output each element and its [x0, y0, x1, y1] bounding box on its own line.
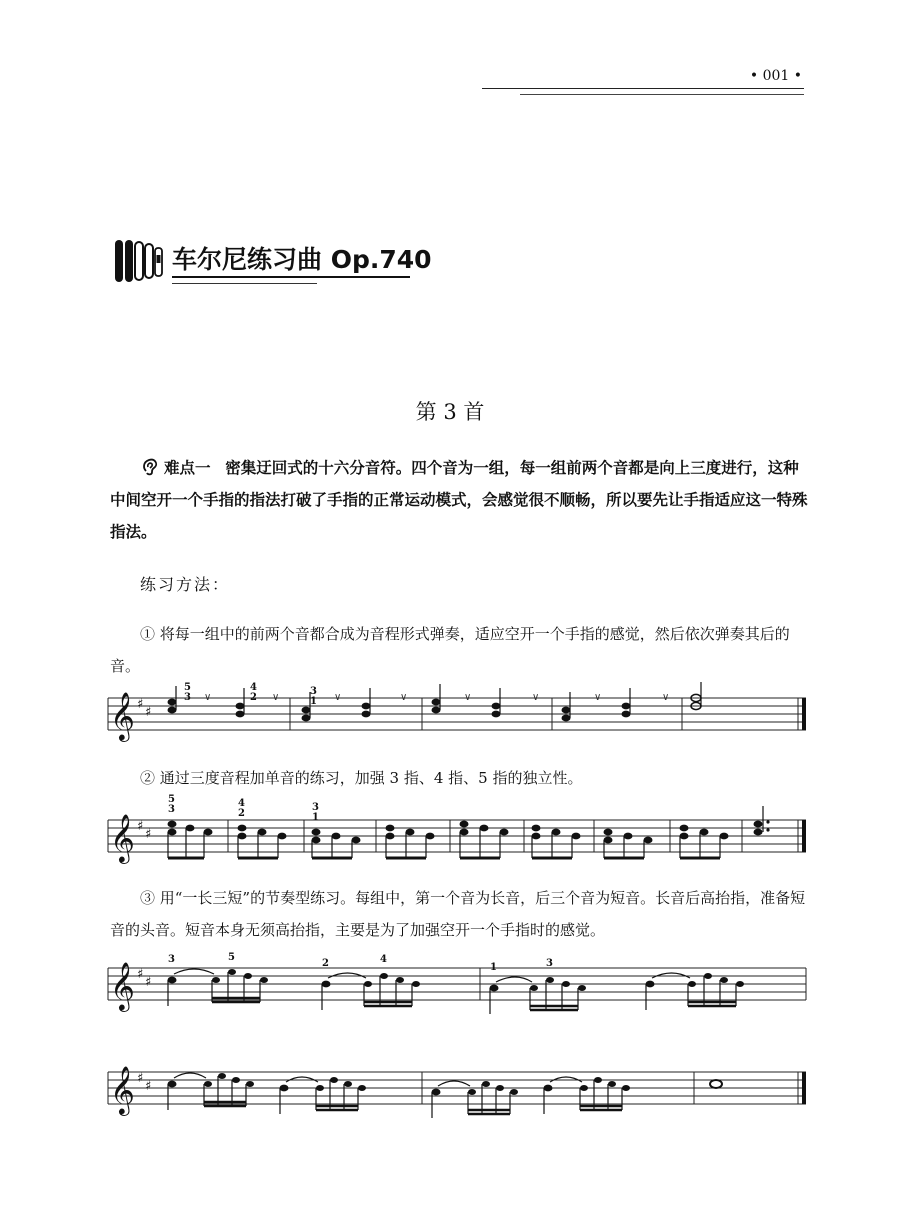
svg-text:♯: ♯ [145, 975, 152, 990]
svg-text:5: 5 [168, 794, 175, 805]
score-staff-3 [104, 952, 810, 1022]
svg-text:∨: ∨ [594, 692, 602, 703]
svg-text:♯: ♯ [145, 827, 152, 842]
svg-text:4: 4 [238, 798, 245, 809]
svg-text:2: 2 [238, 808, 245, 819]
svg-text:∨: ∨ [400, 692, 408, 703]
header-rule-thin [520, 94, 804, 95]
svg-text:♯: ♯ [145, 705, 152, 720]
svg-text:2: 2 [250, 692, 257, 703]
svg-text:♯: ♯ [137, 1071, 144, 1086]
svg-text:♯: ♯ [137, 967, 144, 982]
svg-text:∨: ∨ [272, 692, 280, 703]
svg-text:4: 4 [250, 682, 257, 693]
svg-text:3: 3 [168, 804, 175, 815]
svg-text:𝄞: 𝄞 [110, 1065, 135, 1114]
svg-text:5: 5 [228, 952, 235, 963]
svg-text:4: 4 [380, 954, 387, 965]
difficulty-text: 密集迂回式的十六分音符。四个音为一组，每一组前两个音都是向上三度进行，这种中间空开一个手指的指法打破了手指的正常运动模式，会感觉很不顺畅，所以要先让手指适应这一特殊指法。 [110, 459, 808, 541]
svg-text:5: 5 [184, 682, 191, 693]
svg-text:♯: ♯ [137, 697, 144, 712]
page-number: • 001 • [749, 68, 802, 84]
svg-text:1: 1 [490, 962, 497, 973]
svg-text:3: 3 [310, 686, 317, 697]
svg-text:∨: ∨ [334, 692, 342, 703]
svg-text:3: 3 [312, 802, 319, 813]
score-staff-2 [104, 792, 810, 870]
chapter-bars-icon [114, 238, 164, 284]
svg-text:2: 2 [322, 958, 329, 969]
svg-text:∨: ∨ [464, 692, 472, 703]
step-1-text: ① 将每一组中的前两个音都合成为音程形式弹奏，适应空开一个手指的感觉，然后依次弹奏其后的音。 [110, 625, 790, 675]
svg-text:1: 1 [312, 812, 319, 823]
svg-text:𝄞: 𝄞 [110, 813, 135, 862]
svg-text:𝄞: 𝄞 [110, 691, 135, 740]
score-staff-1 [104, 680, 810, 750]
svg-text:3: 3 [168, 954, 175, 965]
header-rule [482, 88, 804, 89]
difficulty-paragraph [110, 452, 810, 548]
step-2-text: ② 通过三度音程加单音的练习，加强 3 指、4 指、5 指的独立性。 [140, 769, 583, 787]
score-staff-4 [104, 1056, 810, 1126]
svg-text:3: 3 [546, 958, 553, 969]
svg-text:∨: ∨ [204, 692, 212, 703]
step-3-text: ③ 用“一长三短”的节奏型练习。每组中，第一个音为长音，后三个音为短音。长音后高抬指，准备短音的头音。短音本身无须高抬指，主要是为了加强空开一个手指时的感觉。 [110, 889, 806, 939]
svg-text:𝄞: 𝄞 [110, 961, 135, 1010]
chapter-rule-thin [172, 283, 317, 284]
svg-text:1: 1 [310, 696, 317, 707]
svg-text:∨: ∨ [662, 692, 670, 703]
difficulty-label: 难点一 [164, 459, 211, 477]
chapter-rule [172, 276, 410, 278]
svg-text:♯: ♯ [137, 819, 144, 834]
piece-title: 第 3 首 [415, 400, 485, 424]
chapter-title: 车尔尼练习曲 Op.740 [172, 245, 432, 274]
svg-text:♯: ♯ [145, 1079, 152, 1094]
svg-text:3: 3 [184, 692, 191, 703]
method-label: 练习方法： [140, 575, 231, 594]
svg-text:∨: ∨ [532, 692, 540, 703]
ear-icon [140, 457, 160, 477]
